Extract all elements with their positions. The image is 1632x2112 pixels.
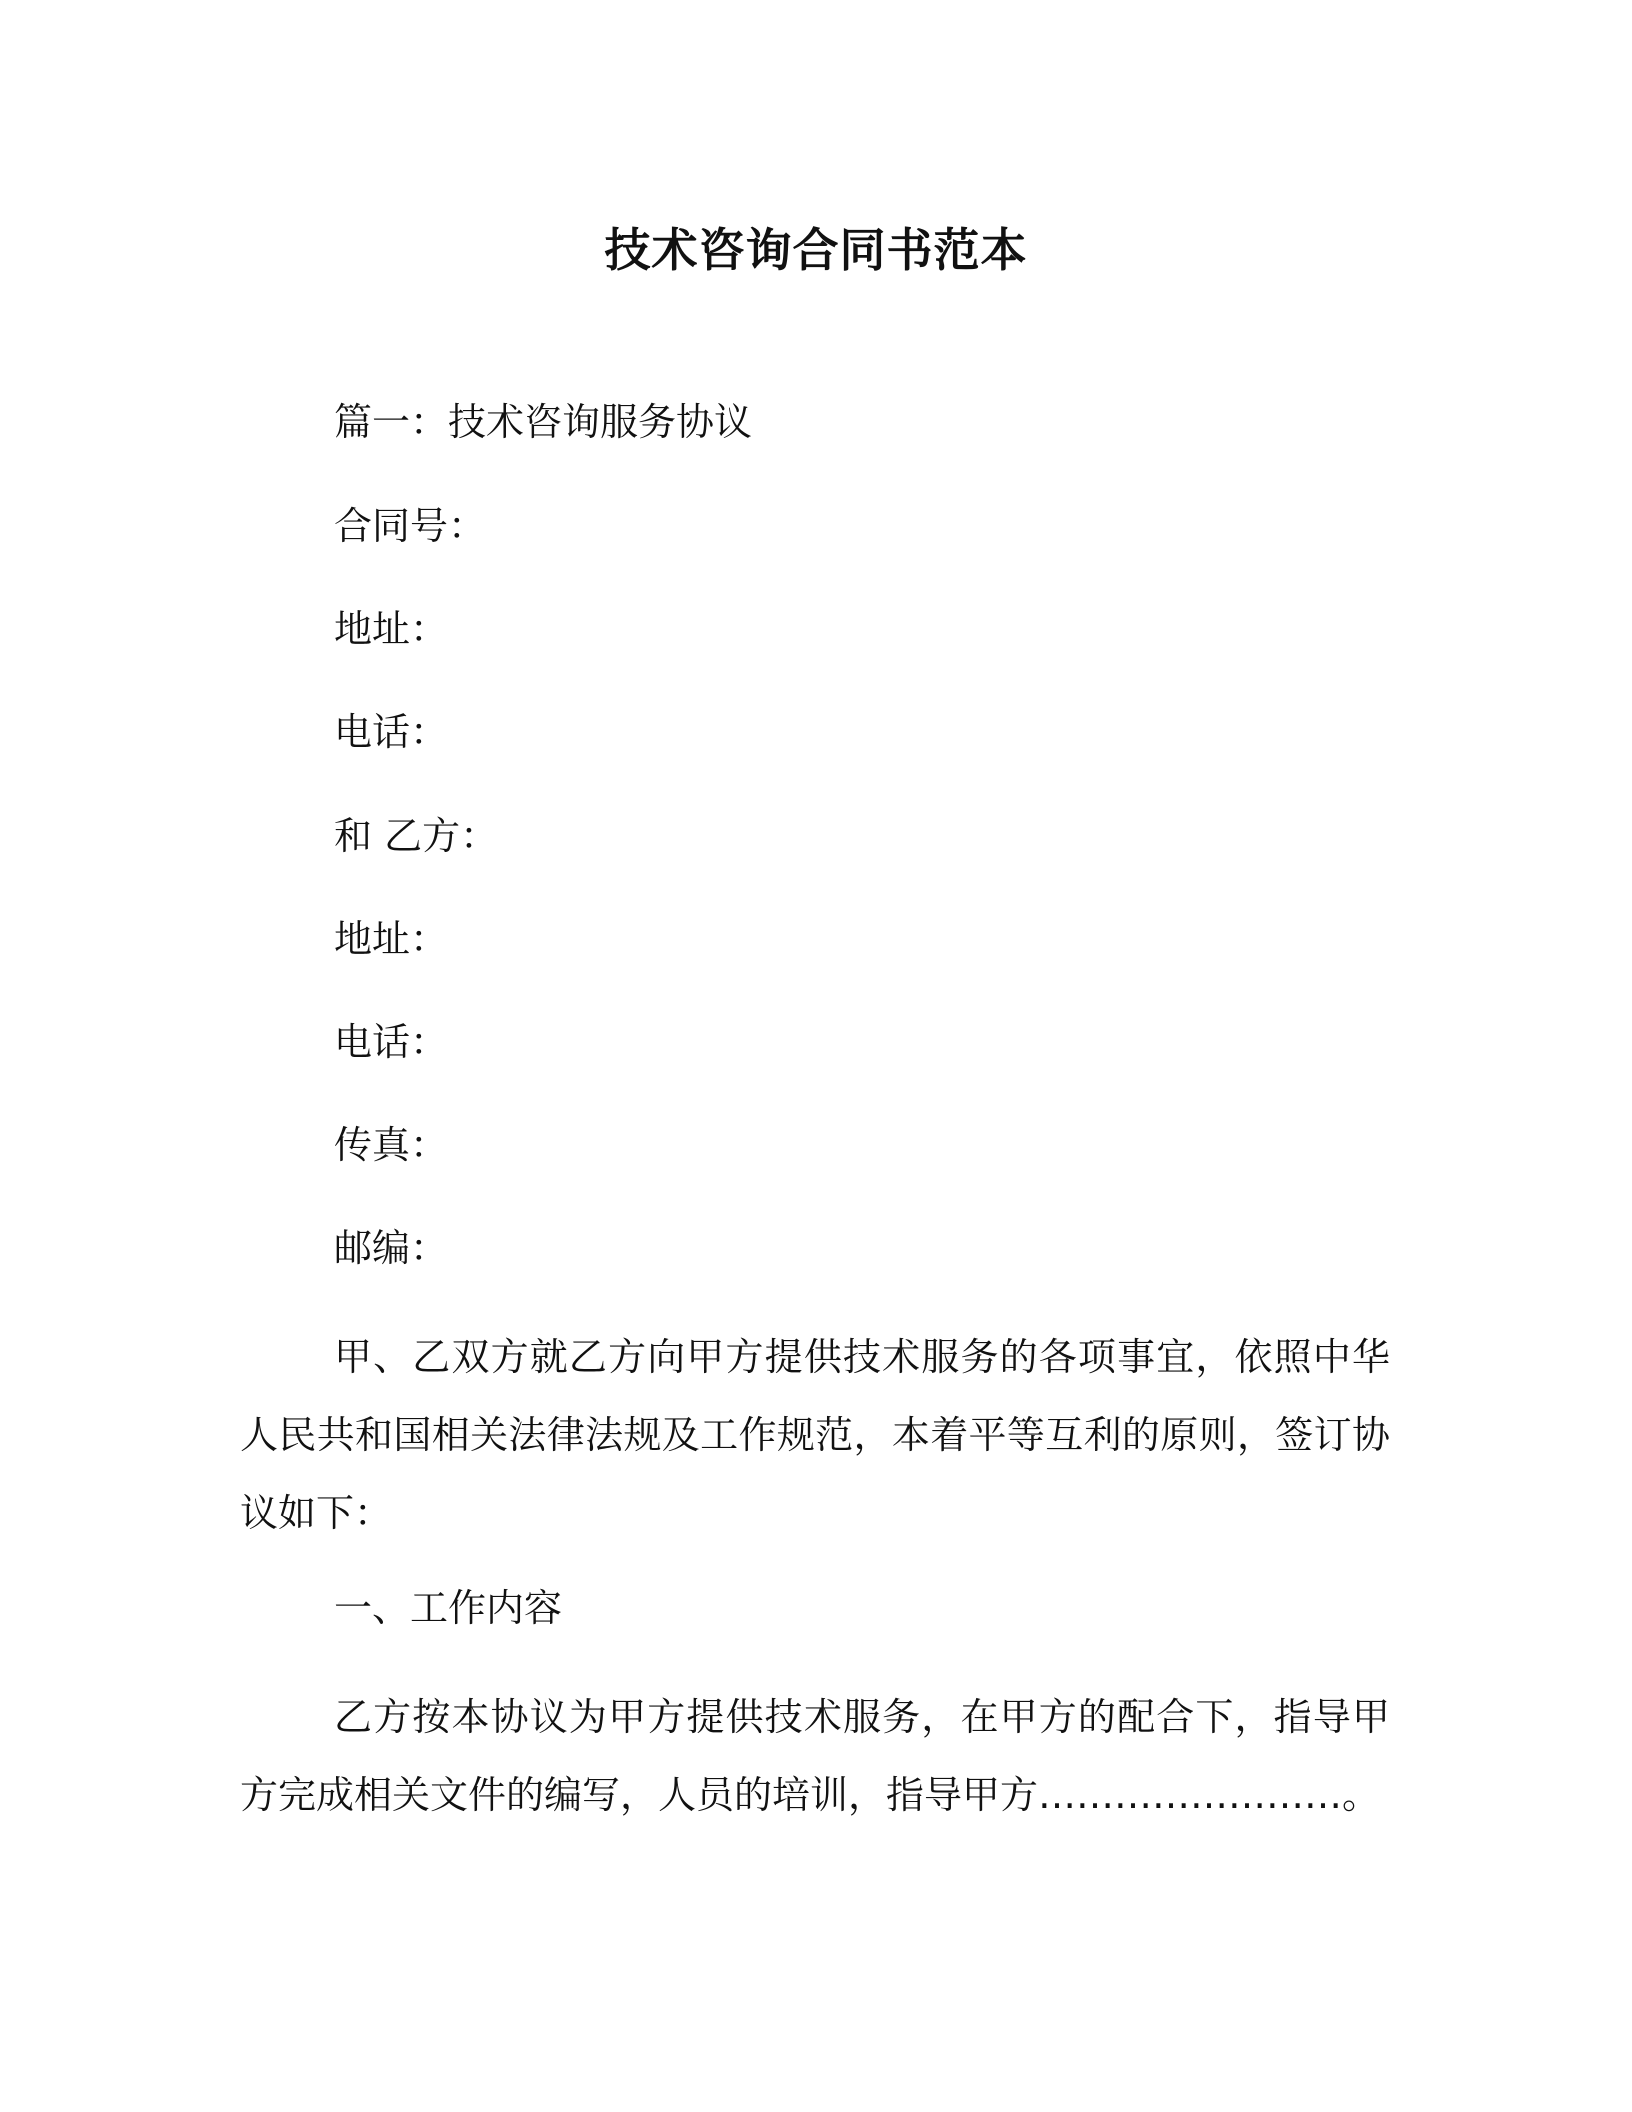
party-b-postcode-label: 邮编： — [334, 1226, 449, 1270]
party-a-address-label: 地址： — [334, 607, 449, 651]
contract-number-label: 合同号： — [334, 504, 487, 548]
intro-paragraph: 甲、乙双方就乙方向甲方提供技术服务的各项事宜，依照中华人民共和国相关法律法规及工作规范，本着平等互利的原则，签订协议如下： — [240, 1335, 1390, 1535]
document-title: 技术咨询合同书范本 — [604, 223, 1028, 277]
clause-1-heading: 一、工作内容 — [334, 1586, 563, 1630]
party-b-label: 和 乙方： — [334, 814, 499, 858]
party-b-fax-label: 传真： — [334, 1123, 449, 1167]
section-heading: 篇一：技术咨询服务协议 — [334, 400, 753, 444]
party-b-phone-label: 电话： — [334, 1020, 449, 1064]
clause-1-text: 乙方按本协议为甲方提供技术服务，在甲方的配合下，指导甲方完成相关文件的编写，人员的培训，指导甲方……………………。 — [240, 1695, 1390, 1817]
party-b-address-label: 地址： — [334, 917, 449, 961]
party-a-phone-label: 电话： — [334, 710, 449, 754]
